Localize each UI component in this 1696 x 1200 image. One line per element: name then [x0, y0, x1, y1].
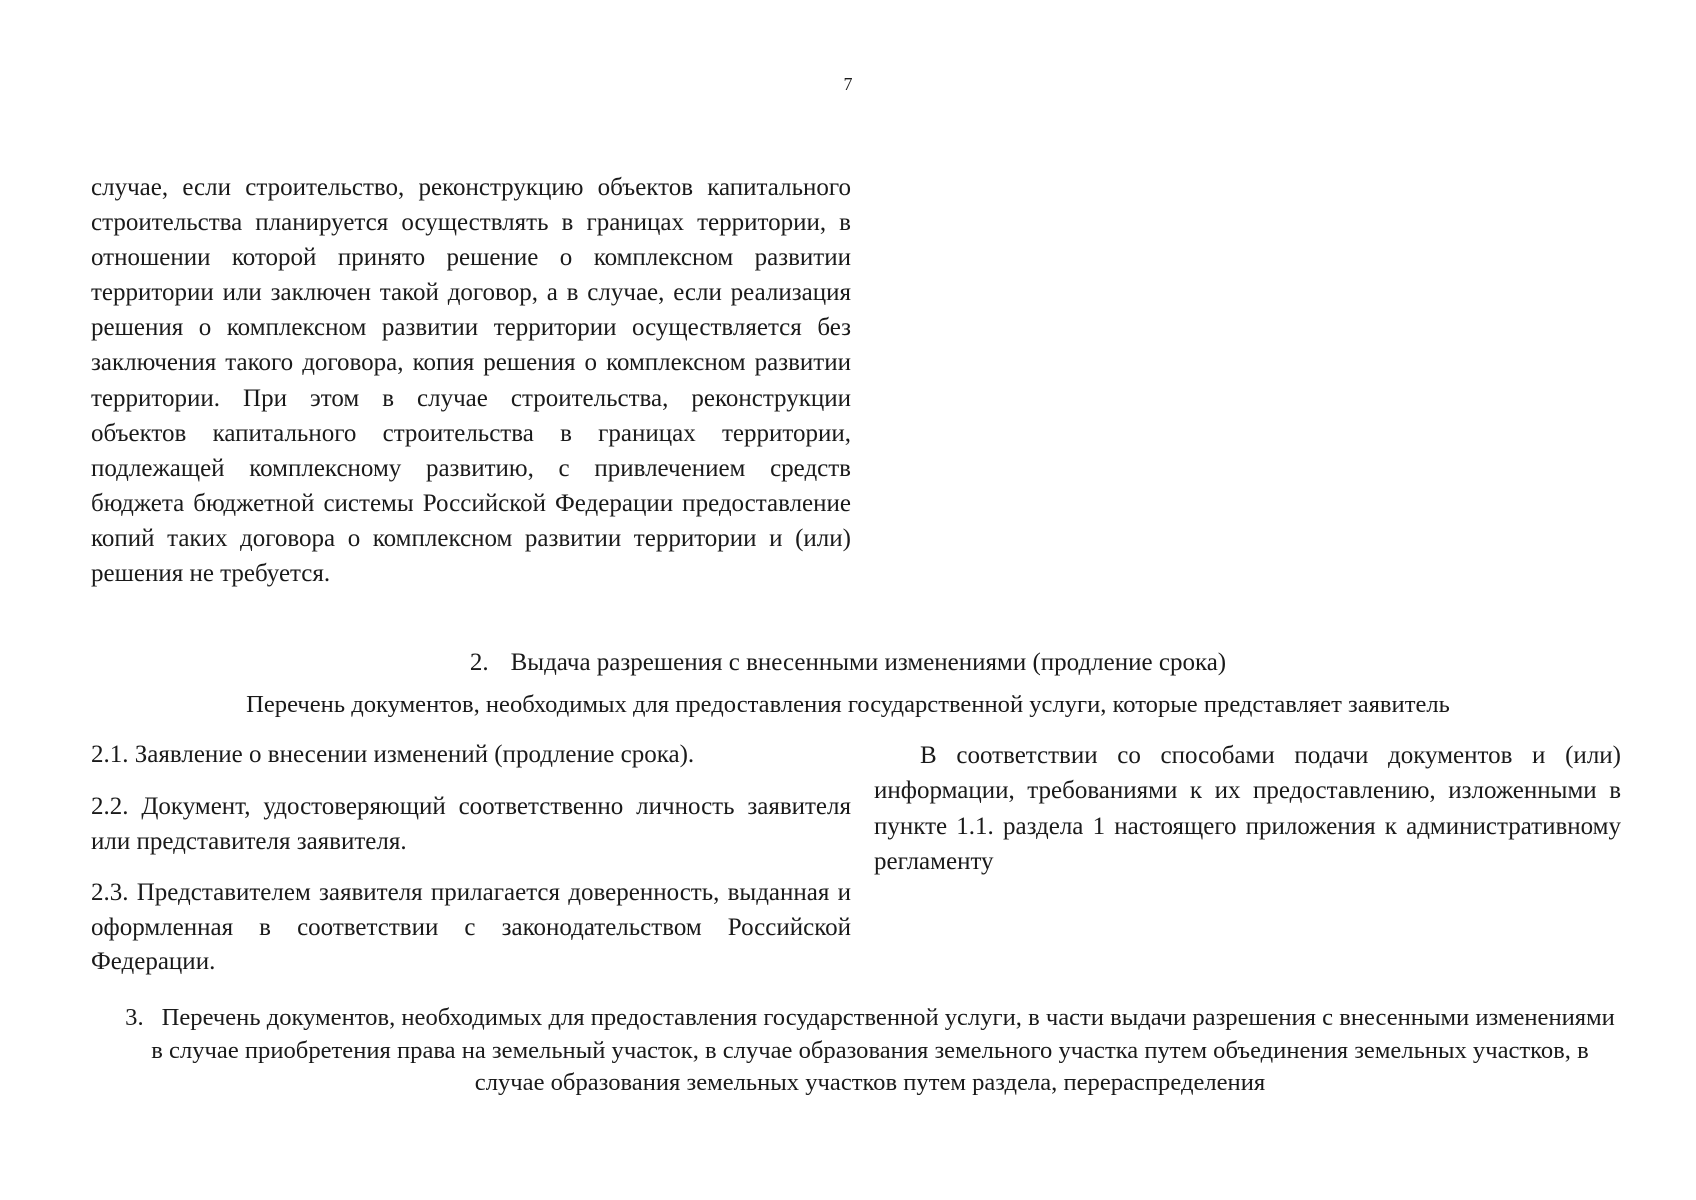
continuation-paragraph: случае, если строительство, реконструкцию объектов капитального строительства планируется осуществлять в границах территории, в отношении которой принято решение о комплексном развитии территории или заключен такой договор, а в случае, если реализация решения о комплексном развитии территории осуществляется без заключения такого договора, копия решения о комплексном развитии территории. При этом в случае строительства, реконструкции объектов капитального строительства в границах территории, подлежащей комплексному развитию, с привлечением средств бюджета бюджетной системы Российской Федерации предоставление копий таких договора о комплексном развитии территории и (или) решения не требуется. — [91, 174, 851, 588]
document-item — [91, 876, 851, 980]
section-3-title: Перечень документов, необходимых для предоставления государственной услуги, в части выдачи разрешения с внесенными изменениями в случае приобретения права на земельный участок, в случае образования земельного участка путем объединения земельных участков, в случае образования земельных участков путем раздела, перераспределения — [151, 1004, 1615, 1096]
page-number: 7 — [843, 74, 853, 94]
submission-note: В соответствии со способами подачи документов и (или) информации, требованиями к их предоставлению, изложенными в пункте 1.1. раздела 1 настоящего приложения к административному регламенту — [874, 742, 1621, 875]
section-2-number: 2. — [469, 649, 489, 676]
section-2-title: Выдача разрешения с внесенными изменениями (продление срока) — [510, 649, 1227, 676]
document-item-text: 2.1. Заявление о внесении изменений (продление срока). — [91, 741, 695, 768]
document-item — [91, 790, 851, 859]
section-3-number: 3. — [125, 1004, 144, 1031]
section-2-heading — [75, 646, 1621, 680]
section-3-heading — [120, 1002, 1620, 1100]
section-2-subtitle: Перечень документов, необходимых для предоставления государственной услуги, которые представляет заявитель — [246, 691, 1450, 718]
document-item — [91, 738, 851, 773]
document-item-text: 2.2. Документ, удостоверяющий соответственно личность заявителя или представителя заявителя. — [91, 793, 851, 855]
document-item-text: 2.3. Представителем заявителя прилагается доверенность, выданная и оформленная в соответствии с законодательством Российской Федерации. — [91, 879, 851, 975]
